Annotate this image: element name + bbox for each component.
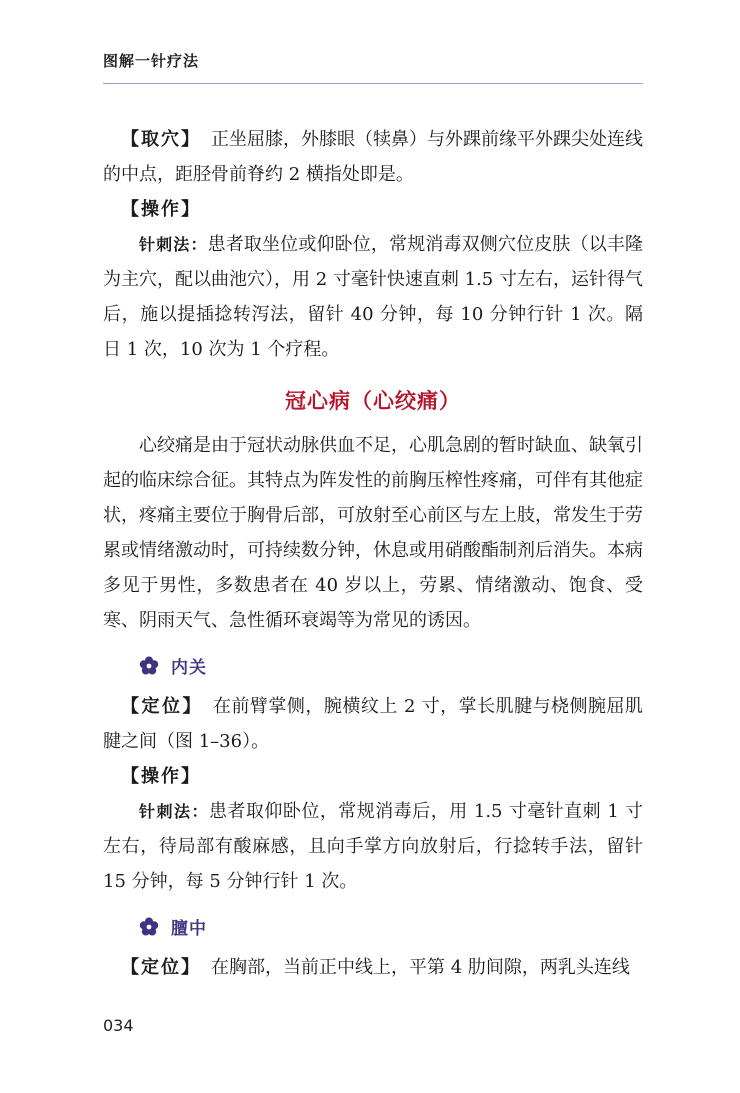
- flower-icon: [139, 656, 159, 676]
- zhenci-label: 针刺法：: [139, 802, 209, 821]
- zhenci-label: 针刺法：: [139, 235, 208, 254]
- dingwei-text: 在胸部，当前正中线上，平第 4 肋间隙，两乳头连线: [211, 957, 630, 978]
- page-body: [103, 122, 643, 985]
- zhenci-text: 患者取仰卧位，常规消毒后，用 1.5 寸毫针直刺 1 寸左右，待局部有酸麻感，且向手掌方向放射后，行捻转手法，留针 15 分钟，每 5 分钟行针 1 次。: [103, 801, 643, 892]
- quxue-paragraph: [103, 122, 643, 192]
- caozuo-heading: [103, 192, 643, 227]
- section-title: 冠心病（心绞痛）: [285, 388, 461, 413]
- point-name-danzhong: 膻中: [171, 919, 207, 939]
- flower-icon: [139, 917, 159, 937]
- zhenci-paragraph: [103, 227, 643, 367]
- neiguan-dingwei: [103, 689, 643, 759]
- neiguan-zhenci: [103, 794, 643, 899]
- section-intro: 心绞痛是由于冠状动脉供血不足，心肌急剧的暂时缺血、缺氧引起的临床综合征。其特点为阵发性的前胸压榨性疼痛，可伴有其他症状，疼痛主要位于胸骨后部，可放射至心前区与左上肢，常发生于劳累或情绪激动时，可持续数分钟，休息或用硝酸酯制剂后消失。本病多见于男性，多数患者在 40 岁以上，劳累、情绪激动、饱食、受寒、阴雨天气、急性循环衰竭等为常见的诱因。: [103, 435, 643, 631]
- neiguan-caozuo-heading: [103, 759, 643, 794]
- dingwei-label: 【定位】: [121, 957, 201, 978]
- point-heading-neiguan: [103, 648, 643, 683]
- header-rule: [103, 83, 643, 84]
- caozuo-label: 【操作】: [121, 766, 201, 787]
- running-header: [103, 50, 643, 71]
- point-heading-danzhong: [103, 909, 643, 944]
- header-title: 图解一针疗法: [103, 52, 200, 70]
- quxue-label: 【取穴】: [121, 129, 201, 150]
- zhenci-text: 患者取坐位或仰卧位，常规消毒双侧穴位皮肤（以丰隆为主穴，配以曲池穴），用 2 寸毫针快速直刺 1.5 寸左右，运针得气后，施以提插捻转泻法，留针 40 分钟，每 10 分钟行针 1 次。隔日 1 次，10 次为 1 个疗程。: [103, 234, 643, 360]
- point-name-neiguan: 内关: [171, 658, 207, 678]
- quxue-text: 正坐屈膝，外膝眼（犊鼻）与外踝前缘平外踝尖处连线的中点，距胫骨前脊约 2 横指处即是。: [103, 129, 643, 185]
- dingwei-label: 【定位】: [121, 696, 203, 717]
- page-number: 034: [103, 1016, 134, 1035]
- caozuo-label: 【操作】: [121, 199, 201, 220]
- dingwei-text: 在前臂掌侧，腕横纹上 2 寸，掌长肌腱与桡侧腕屈肌腱之间（图 1–36）。: [103, 696, 644, 752]
- danzhong-dingwei: [103, 950, 643, 985]
